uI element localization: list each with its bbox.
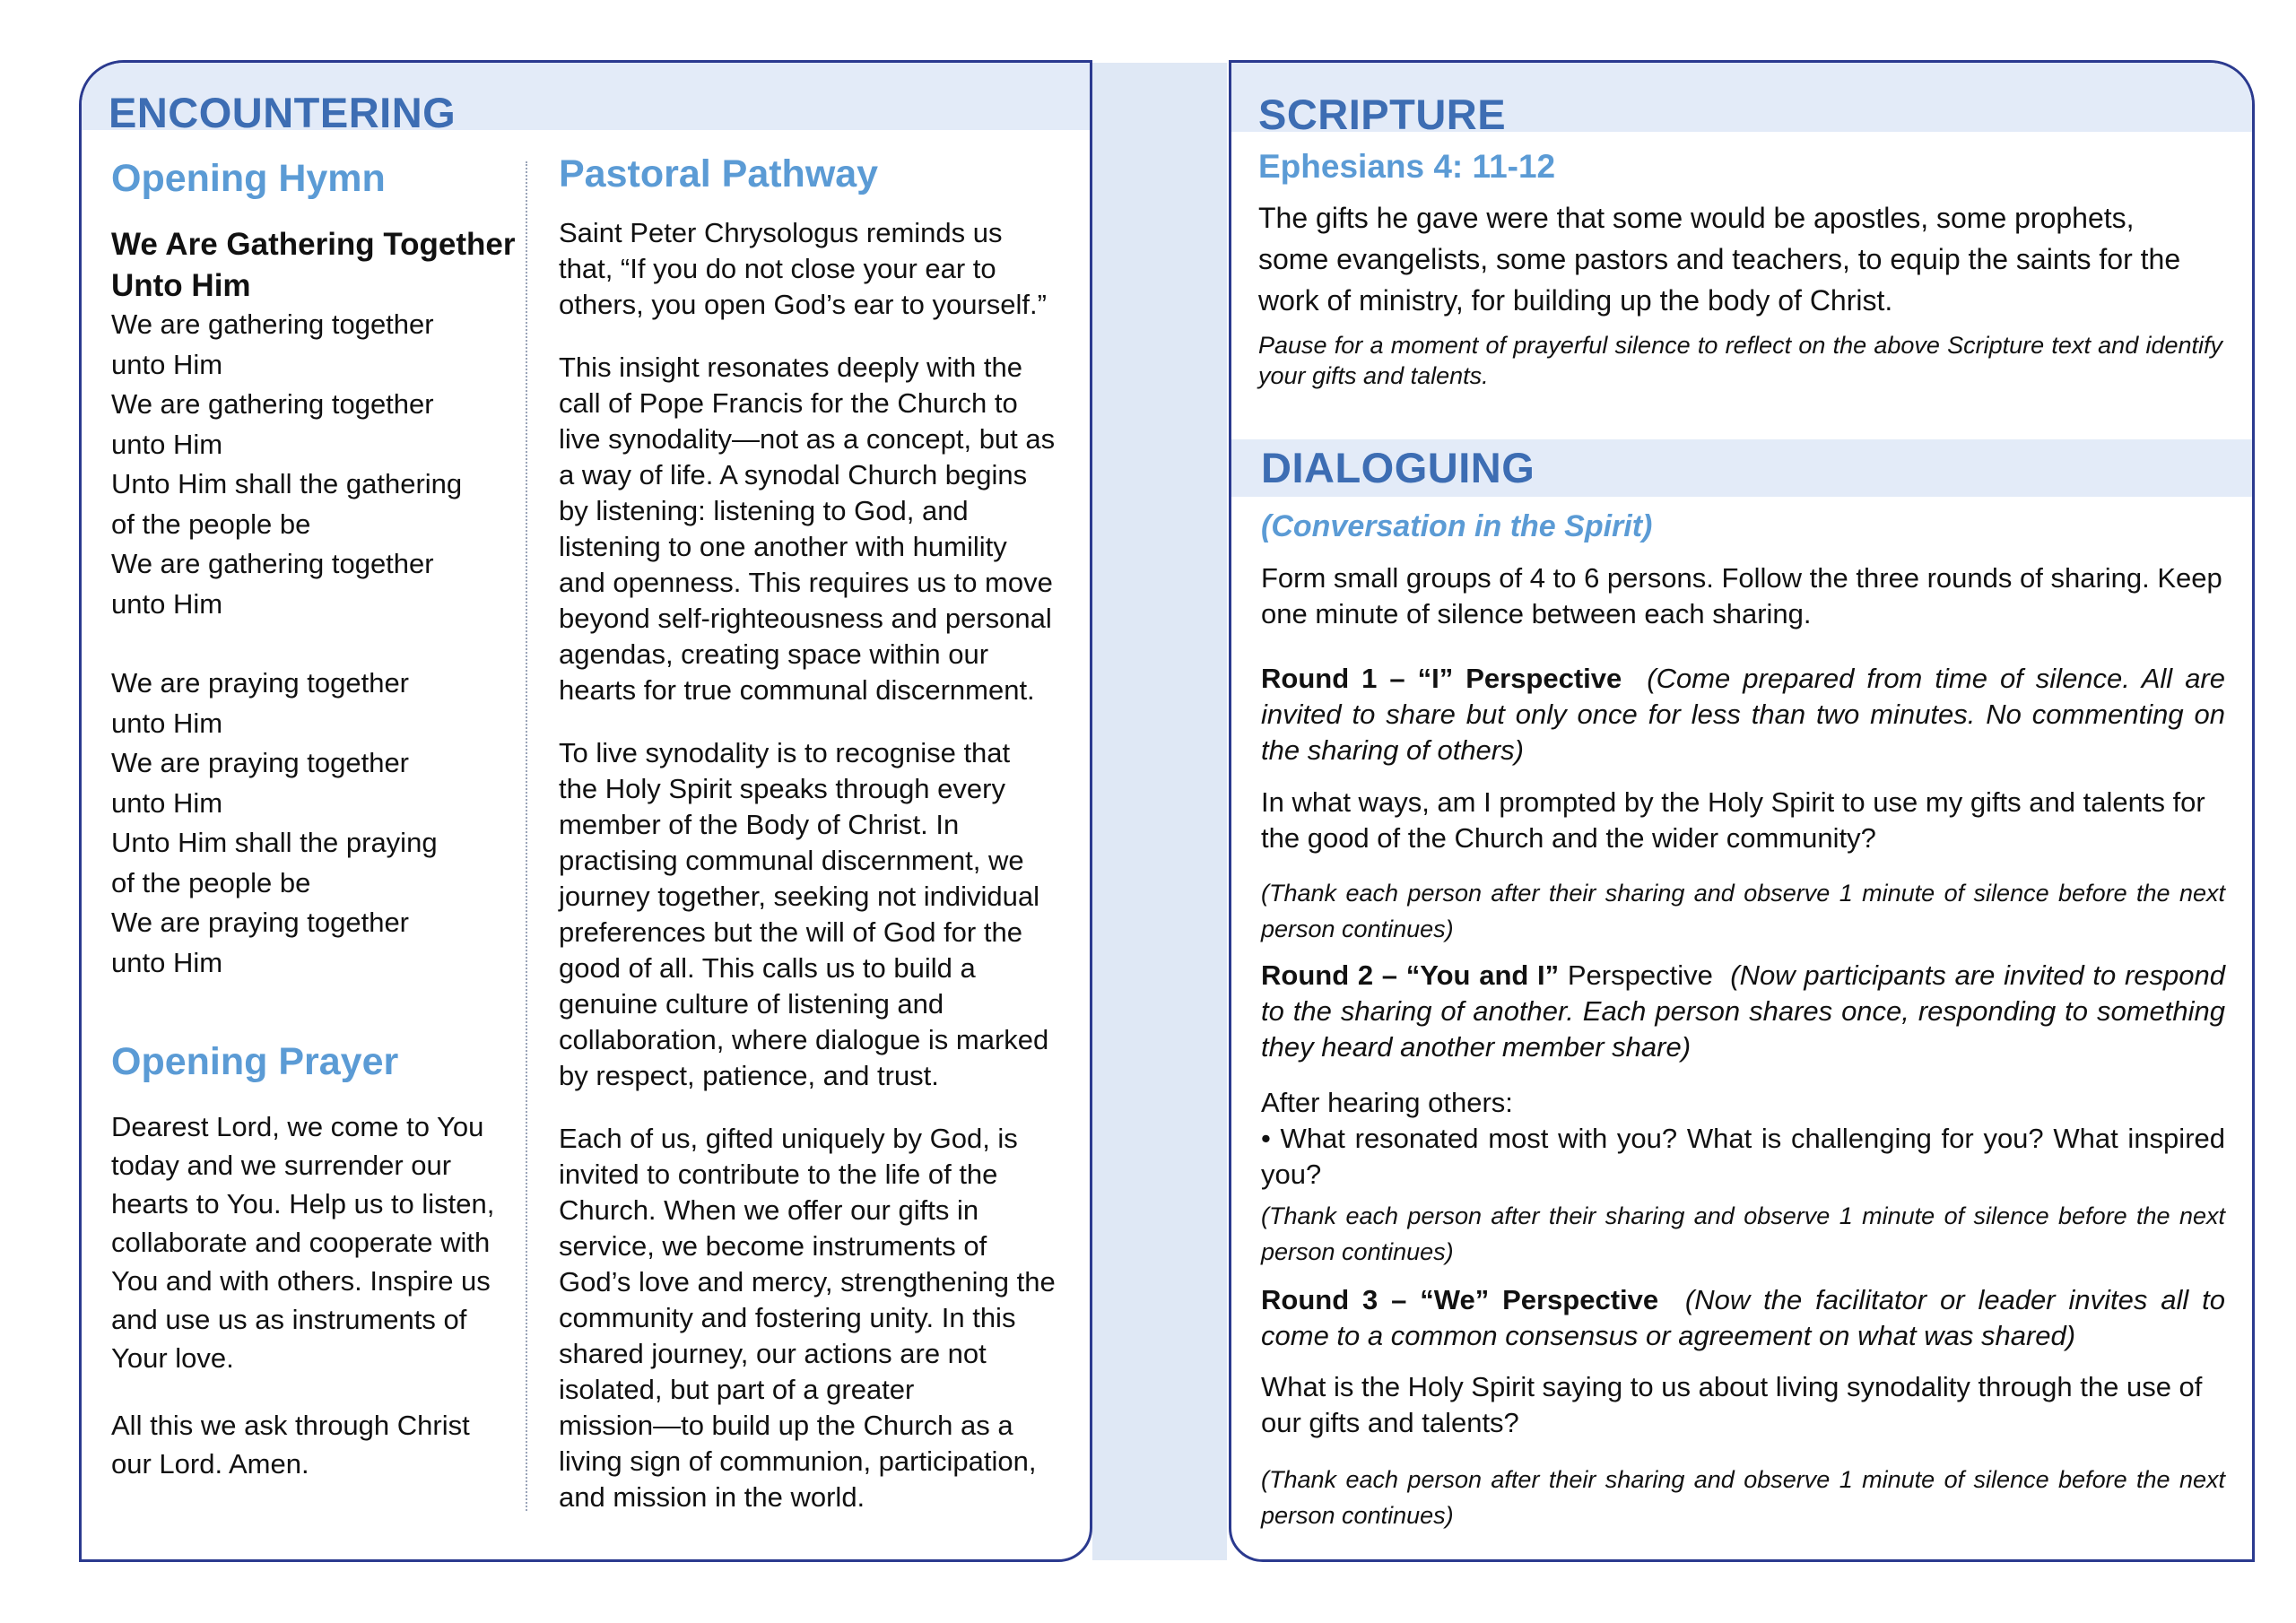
scripture-instruction: Pause for a moment of prayerful silence to reflect on the above Scripture text and identify your gifts and talents.	[1258, 332, 2222, 389]
round-2-thanks: (Thank each person after their sharing and observe 1 minute of silence before the next person continues)	[1261, 1202, 2225, 1265]
pastoral-pathway-heading: Pastoral Pathway	[559, 152, 879, 195]
encountering-title: ENCOUNTERING	[109, 89, 457, 136]
round-2-note: (Now participants are invited to respond to the sharing of another. Each person shares once, responding to something they heard another member share)	[1261, 959, 2225, 1063]
hymn-verse-1: We are gathering together unto Him We are gathering together unto Him Unto Him shall the gathering of the people be We are gathering together unto Him	[111, 308, 463, 620]
dialoguing-title: DIALOGUING	[1261, 444, 1535, 491]
round-2	[1261, 958, 2225, 1065]
scripture-text: The gifts he gave were that some would be apostles, some prophets, some evangelists, some pastors and teachers, to equip the saints for the work of ministry, for building up the body of Christ.	[1258, 202, 2181, 317]
round-1-label: Round 1 – “I” Perspective	[1261, 663, 1622, 694]
pastoral-paragraph-1: Saint Peter Chrysologus reminds us that, “If you do not close your ear to others, you open God’s ear to yourself.”	[559, 217, 1047, 320]
round-1	[1261, 661, 2225, 768]
scripture-title: SCRIPTURE	[1258, 91, 1507, 138]
encountering-panel	[79, 60, 1092, 1562]
hymn-title: We Are Gathering Together Unto Him	[111, 227, 516, 303]
round-2-label: Round 2 – “You and I”	[1261, 959, 1560, 991]
opening-prayer-text: Dearest Lord, we come to You today and we surrender our hearts to You. Help us to listen, collaborate and cooperate with You and with others. Inspire us and use us as instruments of Your love.	[111, 1111, 495, 1374]
pastoral-paragraph-4: Each of us, gifted uniquely by God, is invited to contribute to the life of the Church. When we offer our gifts in service, we become instruments of God’s love and mercy, strengthening the community and fostering unity. In this shared journey, our actions are not isolated, but part of a greater mission—to build up the Church as a living sign of communion, participation, and mission in the world.	[559, 1123, 1056, 1513]
column-divider	[526, 161, 527, 1511]
dialoguing-intro: Form small groups of 4 to 6 persons. Follow the three rounds of sharing. Keep one minute of silence between each sharing.	[1261, 562, 2222, 629]
round-3-note: (Now the facilitator or leader invites all to come to a common consensus or agreement on what was shared)	[1261, 1284, 2225, 1351]
scripture-reference: Ephesians 4: 11-12	[1258, 148, 1556, 185]
round-2-lead: After hearing others:	[1261, 1087, 1513, 1118]
dialoguing-subtitle: (Conversation in the Spirit)	[1261, 509, 1653, 543]
center-fold-strip	[1092, 63, 1227, 1560]
round-3-question: What is the Holy Spirit saying to us about living synodality through the use of our gifts and talents?	[1261, 1371, 2203, 1438]
round-1-note: (Come prepared from time of silence. All are invited to share but only once for less than two minutes. No commenting on the sharing of others)	[1261, 663, 2226, 766]
round-3-thanks: (Thank each person after their sharing and observe 1 minute of silence before the next person continues)	[1261, 1466, 2225, 1529]
pastoral-paragraph-2: This insight resonates deeply with the call of Pope Francis for the Church to live synodality—not as a concept, but as a way of life. A synodal Church begins by listening: listening to God, and listening to one another with humility and openness. This requires us to move beyond self-righteousness and personal agendas, creating space within our hearts for true communal discernment.	[559, 352, 1056, 706]
opening-prayer-closing: All this we ask through Christ our Lord. Amen.	[111, 1410, 470, 1480]
scripture-dialoguing-panel	[1229, 60, 2255, 1562]
round-3-label: Round 3 – “We” Perspective	[1261, 1284, 1659, 1315]
round-2-label-tail: Perspective	[1567, 959, 1713, 991]
hymn-verse-2: We are praying together unto Him We are praying together unto Him Unto Him shall the praying of the people be We are praying together unto Him	[111, 667, 438, 978]
round-1-thanks: (Thank each person after their sharing and observe 1 minute of silence before the next person continues)	[1261, 880, 2225, 942]
opening-hymn-heading: Opening Hymn	[111, 157, 386, 200]
pastoral-paragraph-3: To live synodality is to recognise that the Holy Spirit speaks through every member of the Body of Christ. In practising communal discernment, we journey together, seeking not individual preferences but the will of God for the good of all. This calls us to build a genuine culture of listening and collaboration, where dialogue is marked by respect, patience, and trust.	[559, 737, 1049, 1091]
opening-prayer-heading: Opening Prayer	[111, 1040, 399, 1083]
round-2-question: • What resonated most with you? What is challenging for you? What inspired you?	[1261, 1123, 2225, 1190]
round-1-question: In what ways, am I prompted by the Holy Spirit to use my gifts and talents for the good of the Church and the wider community?	[1261, 786, 2205, 854]
round-3	[1261, 1282, 2225, 1354]
